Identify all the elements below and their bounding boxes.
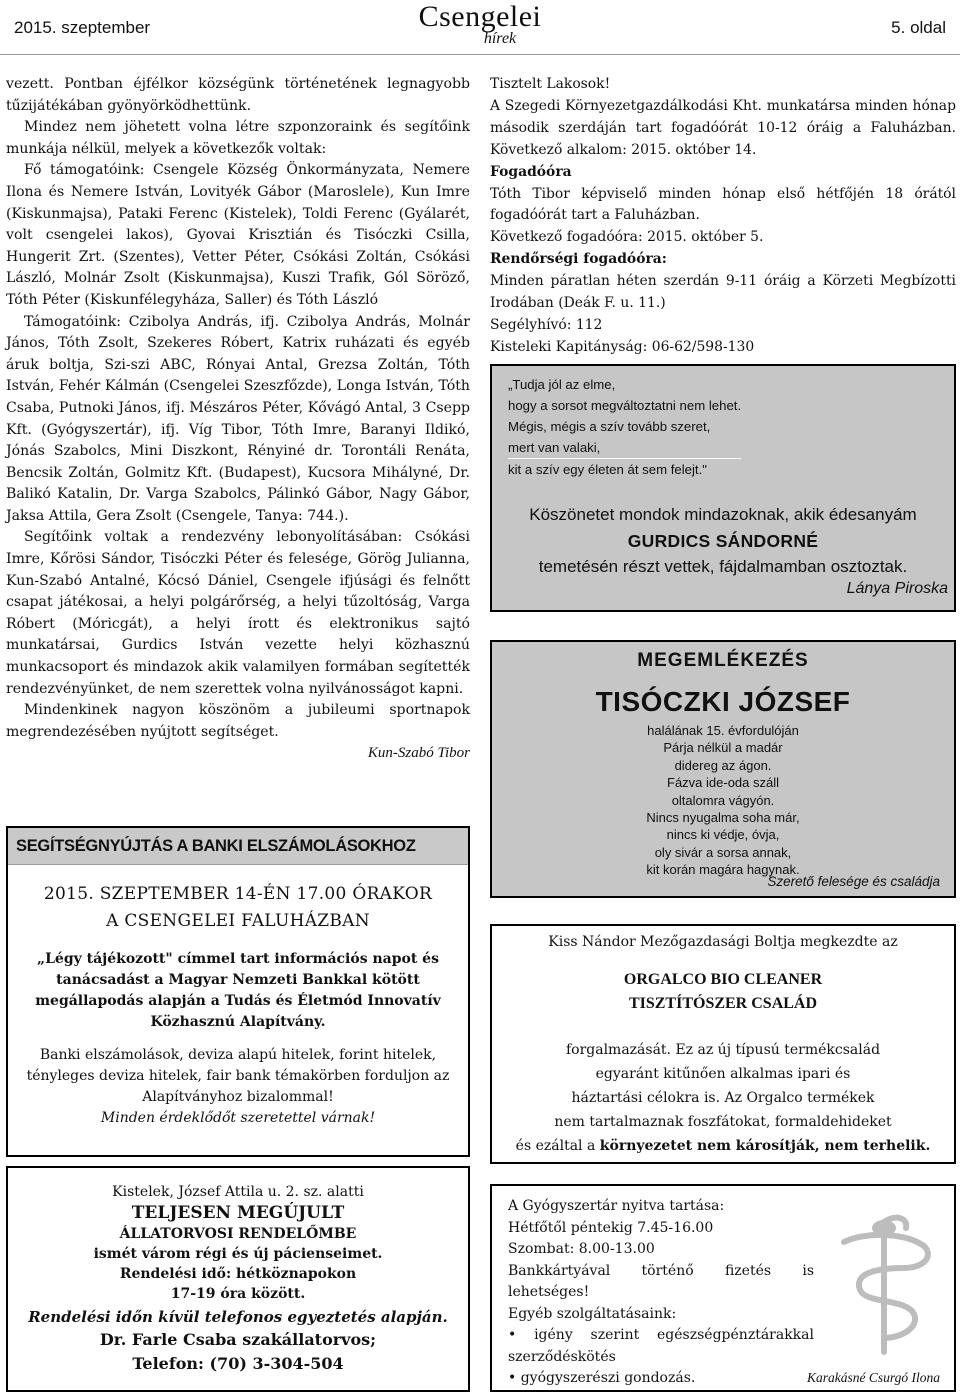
- article-paragraph: Támogatóink: Czibolya András, ifj. Czibolya András, Molnár János, Tóth Zsolt, Szekeres Róbert, Katrix ruházati és egyéb áruk boltja, Szi-szi ABC, Rónyai Antal, Grezsa Zoltán, Tóth István, Fehér Kálmán (Csengelei Szeszfőzde), Longa István, Tóth Csaba, Putnoki János, ifj. Mészáros Péter, Kővágó Antal, 3 Csepp Kft. (Gyógyszertár), ifj. Víg Tibor, Tóth Imre, Baranyi Ildikó, Jónás Szabolcs, Mini Diszkont, Rényiné dr. Torontáli Renáta, Bencsik Zoltán, Golmitz Kft. (Budapest), Kucsora Mihályné, Dr. Balikó Katalin, Dr. Varga Szabolcs, Pálinkó Gábor, Nagy Gábor, Jaksa Attila, Gera Zsolt (Csengele, Tanya: 744.).: [6, 313, 470, 524]
- desc-line: forgalmazását. Ez az új típusú termékcsalád: [565, 1042, 881, 1058]
- event-date: 2015. SZEPTEMBER 14-ÉN 17.00 ÓRAKOR: [43, 884, 433, 904]
- pharmacy-snake-logo-icon: [824, 1202, 944, 1362]
- poem-line: oltalomra vágyón.: [671, 792, 775, 808]
- condolence-box: [490, 364, 956, 612]
- notice-next-date: Következő fogadóóra: 2015. október 5.: [490, 229, 764, 246]
- pharmacy-info: [508, 1196, 814, 1390]
- memorial-name: TISÓCZKI JÓZSEF: [595, 686, 851, 717]
- pharmacy-hours-title: A Gyógyszertár nyitva tartása:: [508, 1198, 725, 1214]
- notice-police: Minden páratlan héten szerdán 9-11 óráig a Körzeti Megbízotti Irodában (Deák F. u. 11.): [490, 273, 956, 312]
- thanks-line: Köszönetet mondok mindazoknak, akik édesanyám: [529, 505, 917, 524]
- pharmacy-weekday-hours: Hétfőtől péntekig 7.45-16.00: [508, 1219, 714, 1236]
- poem-line: Párja nélkül a madár: [663, 740, 783, 756]
- desc-line: nem tartalmaznak foszfátokat, formaldehideket: [554, 1114, 892, 1130]
- issue-date: 2015. szeptember: [14, 18, 151, 37]
- poem-line: didereg az ágon.: [674, 757, 772, 773]
- condolence-thanks: [492, 502, 954, 580]
- logo-title: Csengelei: [418, 0, 542, 33]
- desc-text: és ezáltal a: [515, 1138, 600, 1154]
- bank-event-time: [8, 881, 468, 935]
- notice-office-hours: Tóth Tibor képviselő minden hónap első hétfőjén 18 órától fogadóórát tart a Faluházban.: [490, 185, 956, 224]
- pharmacy-service-item: • gyógyszerészi gondozás.: [508, 1370, 696, 1386]
- vet-address: Kistelek, József Attila u. 2. sz. alatti: [112, 1184, 364, 1200]
- vet-headline: TELJESEN MEGÚJULT: [131, 1203, 345, 1223]
- memorial-box: [490, 640, 956, 898]
- desc-line: [492, 1134, 954, 1158]
- bank-box-title: SEGÍTSÉGNYÚJTÁS A BANKI ELSZÁMOLÁSOKHOZ: [8, 828, 468, 865]
- notice-heading: Fogadóóra: [490, 163, 572, 180]
- bank-box-topics: Banki elszámolások, deviza alapú hitelek, forint hitelek, tényleges deviza hitelek, fair bank témakörben forduljon az Alapítványhoz bizalommal!: [26, 1047, 450, 1105]
- poem-line: mert van valaki,: [508, 440, 601, 455]
- orgalco-ad: [490, 924, 956, 1164]
- orgalco-description: [492, 1038, 954, 1158]
- desc-line: egyaránt kitűnően alkalmas ipari és: [595, 1066, 851, 1082]
- pharmacy-signature: Karakásné Csurgó Ilona: [806, 1370, 940, 1385]
- poem-line: Nincs nyugalma soha már,: [646, 810, 800, 826]
- desc-emphasis: környezetet nem károsítják, nem terhelik.: [599, 1138, 931, 1154]
- article-paragraph: Mindez nem jöhetett volna létre szponzoraink és segítőink munkája nélkül, melyek a következők voltak:: [6, 119, 470, 157]
- vet-doctor: Dr. Farle Csaba szakállatorvos;: [99, 1330, 377, 1349]
- vet-hours: 17-19 óra között.: [170, 1286, 306, 1302]
- pharmacy-services-title: Egyéb szolgáltatásaink:: [508, 1305, 677, 1322]
- right-notices: [490, 74, 956, 359]
- logo-subtitle: hírek: [483, 30, 517, 47]
- poem-line: hogy a sorsot megváltoztatni nem lehet.: [508, 398, 742, 413]
- vet-hours-label: Rendelési idő: hétköznapokon: [119, 1266, 357, 1282]
- pharmacy-service-item: • igény szerint egészségpénztárakkal szerződéskötés: [508, 1327, 814, 1365]
- poem-line: Fázva ide-oda száll: [667, 775, 779, 791]
- bank-box-invite: Minden érdeklődőt szeretettel várnak!: [100, 1110, 376, 1126]
- poem-line: halálának 15. évfordulóján: [647, 723, 799, 738]
- pharmacy-saturday-hours: Szombat: 8.00-13.00: [508, 1241, 655, 1257]
- poem-line: Mégis, mégis a szív tovább szeret,: [508, 419, 711, 434]
- vet-clinic-ad: [6, 1166, 470, 1392]
- thanks-line: temetésén részt vettek, fájdalmamban osztoztak.: [538, 557, 908, 576]
- deceased-name: GURDICS SÁNDORNÉ: [627, 531, 819, 551]
- bank-box-description: „Légy tájékozott" címmel tart információs napot és tanácsadást a Magyar Nemzeti Bankkal kötött megállapodás alapján a Tudás és Életmód Innovatív Közhasznú Alapítvány.: [35, 951, 441, 1030]
- memorial-signature: Szerető felesége és családja: [767, 874, 940, 889]
- page-number: 5. oldal: [891, 18, 946, 37]
- vet-phone: Telefon: (70) 3-304-504: [132, 1354, 344, 1373]
- condolence-poem: [508, 374, 741, 480]
- article-paragraph: vezett. Pontban éjfélkor községünk történetének legnagyobb tűzijátékában gyönyörködhettünk.: [6, 76, 470, 114]
- orgalco-intro: Kiss Nándor Mezőgazdasági Boltja megkezdte az: [548, 934, 898, 950]
- event-place: A CSENGELEI FALUHÁZBAN: [106, 911, 370, 931]
- vet-welcome: ismét várom régi és új pácienseimet.: [93, 1246, 383, 1262]
- notice-waste: A Szegedi Környezetgazdálkodási Kht. munkatársa minden hónap második szerdáján tart fogadóórát 10-12 óráig a Faluházban. Következő alkalom: 2015. október 14.: [490, 97, 956, 158]
- memorial-poem: [492, 722, 954, 879]
- notice-heading: Rendőrségi fogadóóra:: [490, 251, 667, 268]
- notice-greeting: Tisztelt Lakosok!: [490, 76, 611, 92]
- desc-line: háztartási célokra is. Az Orgalco termékek: [571, 1090, 875, 1106]
- memorial-title: MEGEMLÉKEZÉS: [637, 650, 809, 671]
- poem-line: „Tudja jól az elme,: [508, 377, 616, 392]
- newspaper-logo: [410, 2, 550, 46]
- poem-line: oly sivár a sorsa annak,: [654, 844, 792, 860]
- product-name: ORGALCO BIO CLEANER: [623, 971, 823, 988]
- condolence-signature: Lánya Piroska: [846, 580, 948, 597]
- vet-subheadline: ÁLLATORVOSI RENDELŐMBE: [119, 1226, 357, 1242]
- article-paragraph: Segítőink voltak a rendezvény lebonyolításában: Csókási Imre, Kőrösi Sándor, Tisóczki Péter és felesége, Görög Julianna, Kun-Szabó Antalné, Kócsó Dániel, Csengele ifjúsági és felnőtt csapat játékosai, a helyi polgárőrség, a helyi tűzoltóság, Varga Róbert (Móricgát), a helyi írott és elektronikus sajtó munkatársai, Gurdics István vezette helyi közhasznú munkacsoport és mindazok akik valamilyen formában segítették rendezvényünket, de nem szerettek volna nyilvánosságot kapni.: [6, 529, 470, 697]
- article-signature: Kun-Szabó Tibor: [367, 745, 470, 762]
- poem-line: kit korán magára hagynak.: [646, 862, 800, 878]
- notice-emergency: Segélyhívó: 112: [490, 316, 603, 333]
- poem-line: kit a szív egy életen át sem felejt.": [508, 458, 741, 480]
- article-paragraph: Mindenkinek nagyon köszönöm a jubileumi sportnapok megrendezésében nyújtott segítséget.: [6, 702, 470, 740]
- left-article: [6, 74, 470, 765]
- notice-police-phone: Kisteleki Kapitányság: 06-62/598-130: [490, 338, 755, 355]
- page-header: [0, 0, 960, 55]
- product-family: TISZTÍTÓSZER CSALÁD: [628, 995, 818, 1012]
- pharmacy-card-payment: Bankkártyával történő fizetés is lehetséges!: [508, 1262, 814, 1300]
- poem-line: nincs ki védje, óvja,: [666, 827, 780, 843]
- vet-appointment-note: Rendelési időn kívül telefonos egyeztetés alapján.: [28, 1308, 448, 1326]
- pharmacy-box: [490, 1184, 956, 1392]
- bank-advice-box: [6, 826, 470, 1157]
- orgalco-product: [492, 968, 954, 1016]
- article-paragraph: Fő támogatóink: Csengele Község Önkormányzata, Nemere Ilona és Nemere István, Lovityék Gábor (Maroslele), Kun Imre (Kiskunmajsa), Pataki Ferenc (Kistelek), Toldi Ferenc (Gyálarét, volt csengelei lakos), Gyovai Krisztián és Tisóczki Csilla, Hungerit Zrt. (Szentes), Vetter Péter, Csókási Zoltán, Csókási László, Molnár Zsolt (Kiskunmajsa), Kuszi Trafik, Gól Söröző, Tóth Péter (Kiskunfélegyháza, Saller) és Tóth László: [6, 162, 470, 308]
